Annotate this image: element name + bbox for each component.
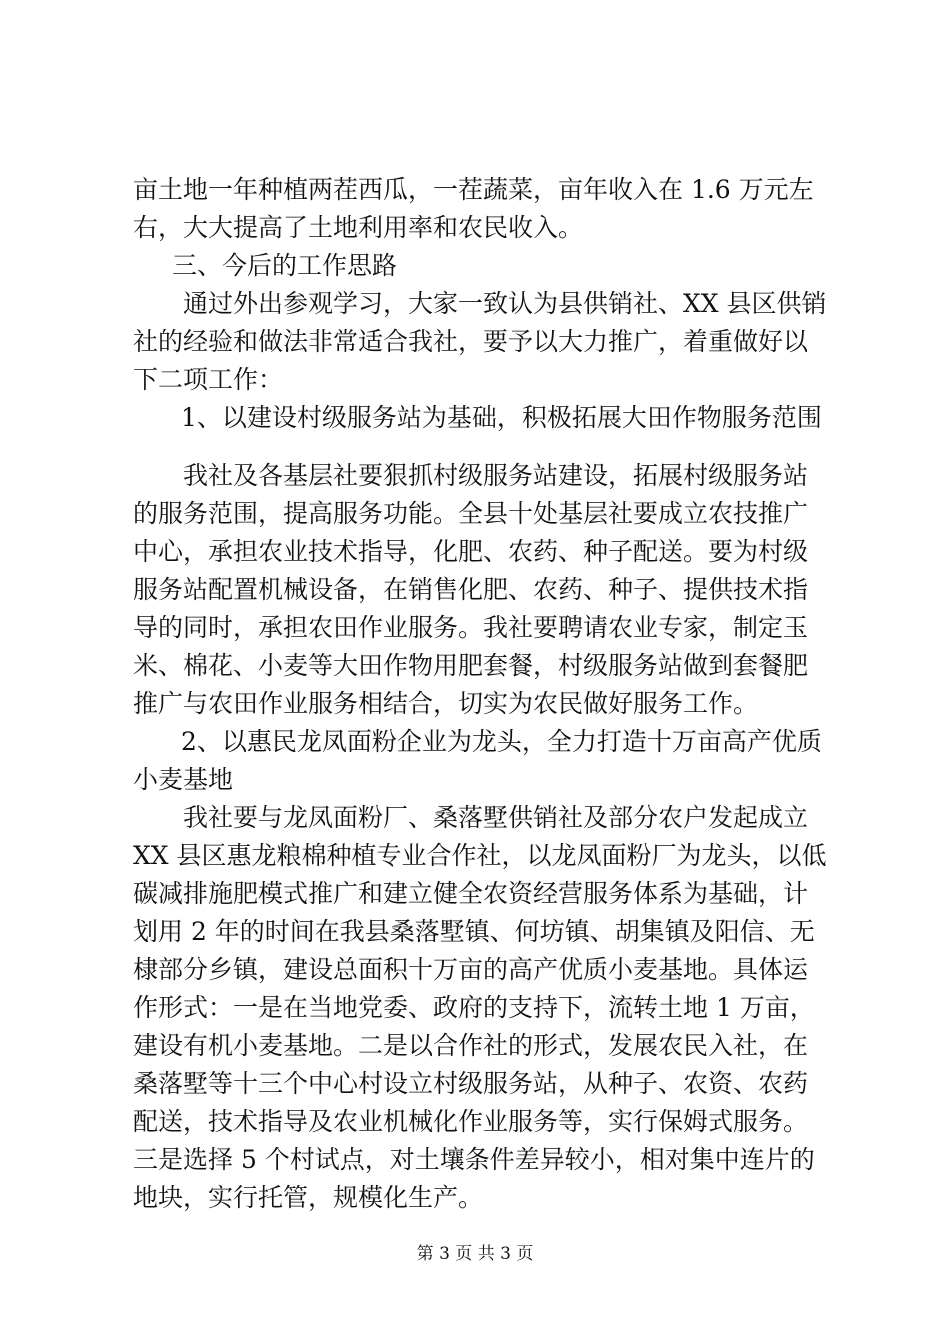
text-line: 碳减排施肥模式推广和建立健全农资经营服务体系为基础，计 bbox=[133, 879, 809, 908]
subsection-heading: 1、以建设村级服务站为基础，积极拓展大田作物服务范围 bbox=[181, 403, 822, 432]
text-line: XX 县区惠龙粮棉种植专业合作社，以龙凤面粉厂为龙头，以低 bbox=[133, 841, 827, 870]
text-line: 中心，承担农业技术指导，化肥、农药、种子配送。要为村级 bbox=[133, 537, 809, 566]
text-line: 三是选择 5 个村试点，对土壤条件差异较小，相对集中连片的 bbox=[133, 1145, 815, 1174]
text-line: 导的同时，承担农田作业服务。我社要聘请农业专家，制定玉 bbox=[133, 613, 809, 642]
text-line: 的服务范围，提高服务功能。全县十处基层社要成立农技推广 bbox=[133, 499, 809, 528]
subsection-heading: 2、以惠民龙凤面粉企业为龙头，全力打造十万亩高产优质 bbox=[181, 727, 822, 756]
text-line: 棣部分乡镇，建设总面积十万亩的高产优质小麦基地。具体运 bbox=[133, 955, 809, 984]
text-line: 米、棉花、小麦等大田作物用肥套餐，村级服务站做到套餐肥 bbox=[133, 651, 809, 680]
text-line: 桑落墅等十三个中心村设立村级服务站，从种子、农资、农药 bbox=[133, 1069, 809, 1098]
text-line: 作形式：一是在当地党委、政府的支持下，流转土地 1 万亩， bbox=[133, 993, 815, 1022]
text-line: 通过外出参观学习，大家一致认为县供销社、XX 县区供销 bbox=[183, 289, 827, 318]
text-line: 划用 2 年的时间在我县桑落墅镇、何坊镇、胡集镇及阳信、无 bbox=[133, 917, 815, 946]
text-line: 配送，技术指导及农业机械化作业服务等，实行保姆式服务。 bbox=[133, 1107, 809, 1136]
text-line: 我社要与龙凤面粉厂、桑落墅供销社及部分农户发起成立 bbox=[183, 803, 809, 832]
text-line: 下二项工作： bbox=[133, 365, 284, 394]
text-line: 服务站配置机械设备，在销售化肥、农药、种子、提供技术指 bbox=[133, 575, 809, 604]
text-line: 我社及各基层社要狠抓村级服务站建设，拓展村级服务站 bbox=[183, 461, 809, 490]
subsection-heading-continued: 小麦基地 bbox=[133, 765, 234, 794]
text-line: 右，大大提高了土地利用率和农民收入。 bbox=[133, 213, 584, 242]
text-line: 建设有机小麦基地。二是以合作社的形式，发展农民入社，在 bbox=[133, 1031, 809, 1060]
section-heading: 三、今后的工作思路 bbox=[172, 251, 398, 280]
page-footer: 第 3 页 共 3 页 bbox=[416, 1244, 534, 1264]
text-line: 社的经验和做法非常适合我社，要予以大力推广，着重做好以 bbox=[133, 327, 809, 356]
text-line: 地块，实行托管，规模化生产。 bbox=[133, 1183, 484, 1212]
text-line: 推广与农田作业服务相结合，切实为农民做好服务工作。 bbox=[133, 689, 759, 718]
text-line: 亩土地一年种植两茬西瓜，一茬蔬菜，亩年收入在 1.6 万元左 bbox=[133, 175, 814, 204]
